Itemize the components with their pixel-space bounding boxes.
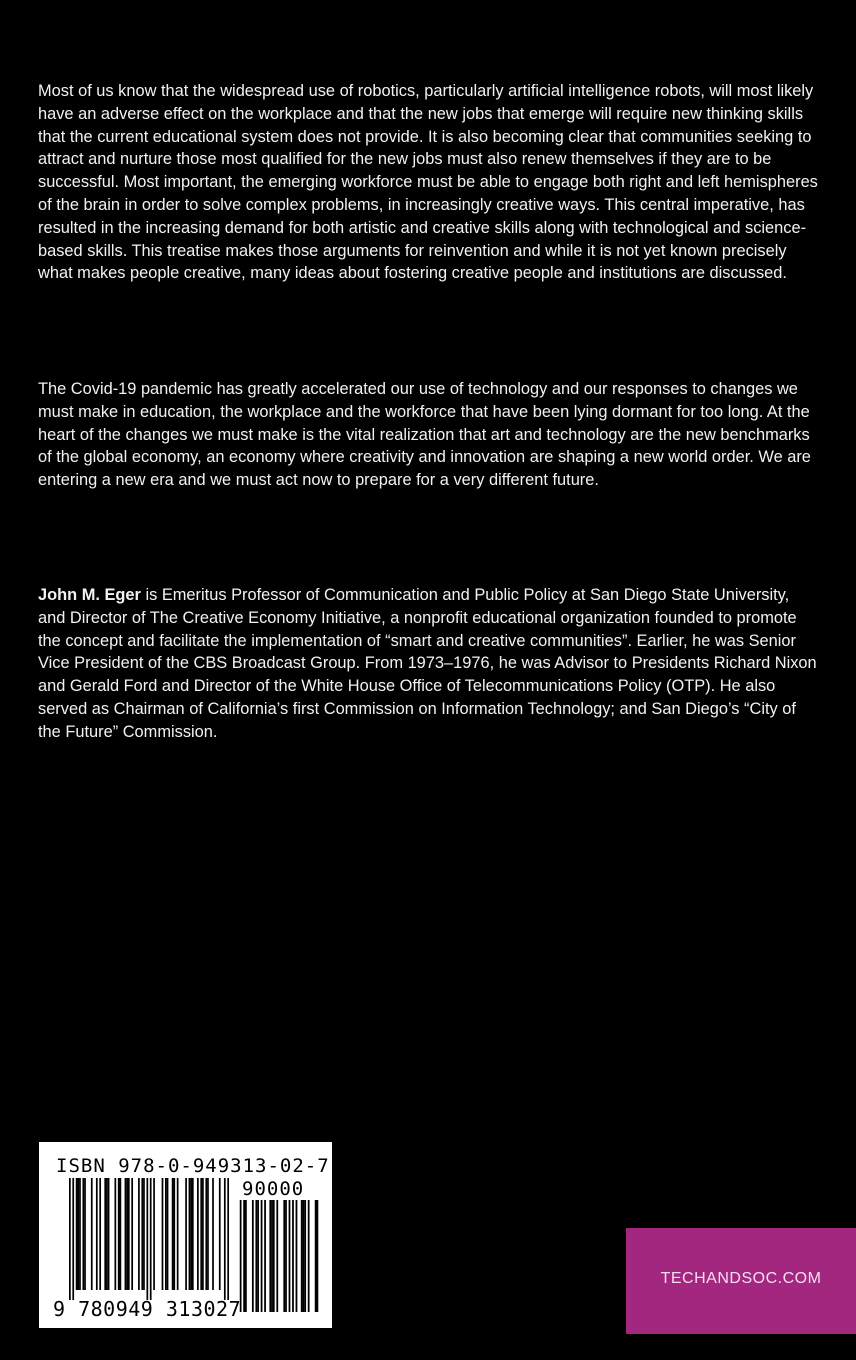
price-code: 90000 <box>242 1178 305 1200</box>
barcode-bar <box>153 1178 155 1290</box>
barcode-bar <box>207 1178 209 1290</box>
barcode-bar <box>227 1178 229 1300</box>
barcode-bar <box>96 1178 98 1290</box>
barcode-bar <box>255 1200 257 1312</box>
barcode-bar <box>269 1200 271 1312</box>
barcode-bar <box>104 1178 106 1290</box>
author-bio <box>38 584 818 744</box>
barcode-bar <box>261 1200 263 1312</box>
isbn-barcode <box>39 1142 332 1328</box>
barcode-bar <box>108 1178 110 1290</box>
barcode-bar <box>82 1178 84 1290</box>
barcode-bar <box>138 1178 140 1290</box>
barcode-bar <box>245 1200 247 1312</box>
barcode-bar <box>192 1178 194 1290</box>
addon-barcode-bars <box>238 1200 320 1312</box>
barcode-bar <box>240 1200 242 1312</box>
barcode-bar <box>99 1178 101 1290</box>
barcode-bar <box>283 1200 285 1312</box>
barcode-bar <box>276 1200 278 1312</box>
barcode-bar <box>202 1178 204 1290</box>
barcode-bar <box>317 1200 319 1312</box>
barcode-bar <box>125 1178 127 1290</box>
barcode-bar <box>167 1178 169 1290</box>
barcode-bar <box>146 1178 148 1300</box>
barcode-bar <box>285 1200 287 1312</box>
barcode-bar <box>165 1178 167 1290</box>
barcode-bar <box>76 1178 78 1290</box>
barcode-bar <box>173 1178 175 1290</box>
barcode-bar <box>219 1178 221 1290</box>
barcode-bar <box>303 1200 305 1312</box>
barcode-bar <box>120 1178 122 1290</box>
author-bio-text: is Emeritus Professor of Communication and Public Policy at San Diego State University, and Director of The Creative Economy Initiative, a nonprofit educational organization founded to promote the concept and facilitate the implementation of “smart and creative communities”. Earlier, he was Senior Vice President of the CBS Broadcast Group. From 1973–1976, he was Advisor to Presidents Richard Nixon and Gerald Ford and Director of the White House Office of Telecommunications Policy (OTP). He also served as Chairman of California’s first Commission on Information Technology; and San Diego’s “City of the Future” Commission. <box>38 586 817 741</box>
barcode-bar <box>243 1200 245 1312</box>
barcode-bar <box>257 1200 259 1312</box>
barcode-bar <box>69 1178 71 1300</box>
barcode-bar <box>273 1200 275 1312</box>
barcode-bar <box>200 1178 202 1290</box>
description-paragraph-1: Most of us know that the widespread use of robotics, particularly artificial intelligence robots, will most likely have an adverse effect on the workplace and that the new jobs that emerge will require new thinking skills that the current educational system does not provide. It is also becoming clear that communities seeking to attract and nurture those most qualified for the new jobs must also renew themselves if they are to be successful. Most important, the emerging workforce must be able to engage both right and left hemispheres of the brain in order to solve complex problems, in increasingly creative ways. This central imperative, has resulted in the increasing demand for both artistic and creative skills along with technological and science-based skills. This treatise makes those arguments for reinvention and while it is not yet known precisely what makes people creative, many ideas about fostering creative people and institutions are discussed. <box>38 82 818 283</box>
ean-digits: 9 780949 313027 <box>53 1297 242 1321</box>
barcode-bar <box>84 1178 86 1290</box>
barcode-bar <box>271 1200 273 1312</box>
isbn-label: ISBN 978-0-949313-02-7 <box>56 1155 330 1177</box>
barcode-bar <box>296 1200 298 1312</box>
author-name: John M. Eger <box>38 586 141 604</box>
barcode-bar <box>126 1178 128 1290</box>
publisher-badge <box>626 1228 856 1334</box>
barcode-bar <box>197 1178 199 1290</box>
barcode-bar <box>264 1200 266 1312</box>
barcode-bar <box>190 1178 192 1290</box>
barcode-bar <box>205 1178 207 1290</box>
barcode-bar <box>304 1200 306 1312</box>
barcode-bar <box>224 1178 226 1300</box>
barcode-bar <box>79 1178 81 1290</box>
barcode-bar <box>308 1200 310 1312</box>
barcode-bar <box>185 1178 187 1290</box>
description-paragraph-2: The Covid-19 pandemic has greatly accelerated our use of technology and our responses to changes we must make in education, the workplace and the workforce that have been lying dormant for too long. At the heart of the changes we must make is the vital realization that art and technology are the new benchmarks of the global economy, an economy where creativity and innovation are shaping a new world order. We are entering a new era and we must act now to prepare for a very different future. <box>38 380 811 490</box>
barcode-bar <box>128 1178 130 1290</box>
barcode-bar <box>141 1178 143 1290</box>
barcode-bar <box>172 1178 174 1290</box>
barcode-bar <box>114 1178 116 1290</box>
barcode-bar <box>131 1178 133 1290</box>
barcode-bar <box>252 1200 254 1312</box>
barcode-bar <box>292 1200 294 1312</box>
publisher-website: TECHANDSOC.COM <box>660 1270 822 1287</box>
barcode-bar <box>289 1200 291 1312</box>
barcode-bar <box>177 1178 179 1290</box>
barcode-bar <box>315 1200 317 1312</box>
barcode-bar <box>106 1178 108 1290</box>
barcode-bar <box>143 1178 145 1290</box>
barcode-bar <box>118 1178 120 1290</box>
ean-barcode-bars <box>69 1178 229 1300</box>
barcode-bar <box>212 1178 214 1290</box>
barcode-bar <box>301 1200 303 1312</box>
barcode-bar <box>150 1178 152 1300</box>
barcode-bar <box>189 1178 191 1290</box>
barcode-bar <box>72 1178 74 1300</box>
barcode-bar <box>77 1178 79 1290</box>
barcode-bar <box>162 1178 164 1290</box>
barcode-bar <box>91 1178 93 1290</box>
